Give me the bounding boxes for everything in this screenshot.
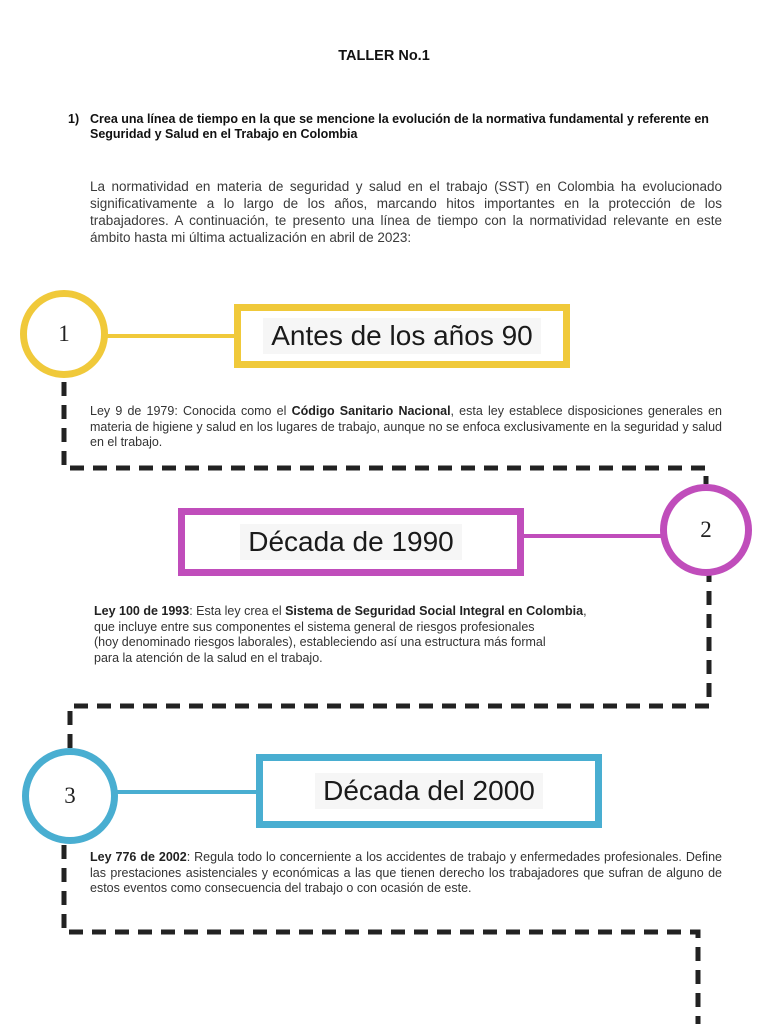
timeline-heading-box-2 <box>178 508 524 576</box>
timeline-number-2: 2 <box>700 517 712 542</box>
timeline-heading-3: Década del 2000 <box>315 773 543 809</box>
timeline-text-2-bold: Sistema de Seguridad Social Integral en Colombia <box>285 604 584 618</box>
timeline-text-1-post: , esta ley establece disposiciones generales en materia de higiene y salud en los lugares de trabajo, aunque no se enfoca exclusivamente en la seguridad y salud en el trabajo. <box>90 404 722 449</box>
timeline-text-2-line-2: (hoy denominado riesgos laborales), estableciendo así una estructura más formal <box>94 635 546 649</box>
timeline-text-3-post: : Regula todo lo concerniente a los accidentes de trabajo y enfermedades profesionales. Define las prestaciones asistenciales y económicas a las que tienen derecho los trabajadores que sufran de alguno de estos eventos como consecuencia del trabajo o con ocasión de este. <box>90 850 722 895</box>
timeline-heading-1: Antes de los años 90 <box>263 318 541 354</box>
timeline-text-1-bold: Código Sanitario Nacional <box>291 404 451 418</box>
timeline-text-2-line-1: que incluye entre sus componentes el sistema general de riesgos profesionales <box>94 619 535 634</box>
timeline-marker-2 <box>660 484 752 576</box>
timeline-text-2-line-3: para la atención de la salud en el trabajo. <box>94 650 323 665</box>
timeline-heading-box-3 <box>256 754 602 828</box>
question-number: 1) <box>68 112 80 126</box>
timeline-heading-box-1 <box>234 304 570 368</box>
timeline-text-1 <box>90 404 722 451</box>
timeline-text-2 <box>94 604 694 666</box>
timeline-marker-1 <box>20 290 108 378</box>
document-title: TALLER No.1 <box>338 48 430 64</box>
timeline-number-3: 3 <box>64 783 76 808</box>
timeline-text-2-pre: : Esta ley crea el <box>189 604 286 618</box>
timeline-number-1: 1 <box>58 321 70 346</box>
timeline-marker-3 <box>22 748 118 844</box>
timeline-text-1-pre: Ley 9 de 1979: Conocida como el <box>90 404 292 418</box>
timeline-text-3 <box>90 850 722 897</box>
timeline-text-3-lead: Ley 776 de 2002 <box>90 850 187 864</box>
timeline-text-2-lead: Ley 100 de 1993 <box>94 604 190 618</box>
timeline-heading-2: Década de 1990 <box>240 524 462 560</box>
question-text: Crea una línea de tiempo en la que se mencione la evolución de la normativa fundamental y referente en Seguridad y Salud en el Trabajo en Colombia <box>90 112 709 141</box>
timeline-text-2-line-0: , <box>583 604 587 618</box>
intro-paragraph: La normatividad en materia de seguridad y salud en el trabajo (SST) en Colombia ha evolucionado significativamente a lo largo de los años, marcando hitos importantes en la protección de los trabajadores. A continuación, te presento una línea de tiempo con la normatividad relevante en este ámbito hasta mi última actualización en abril de 2023: <box>90 179 722 245</box>
